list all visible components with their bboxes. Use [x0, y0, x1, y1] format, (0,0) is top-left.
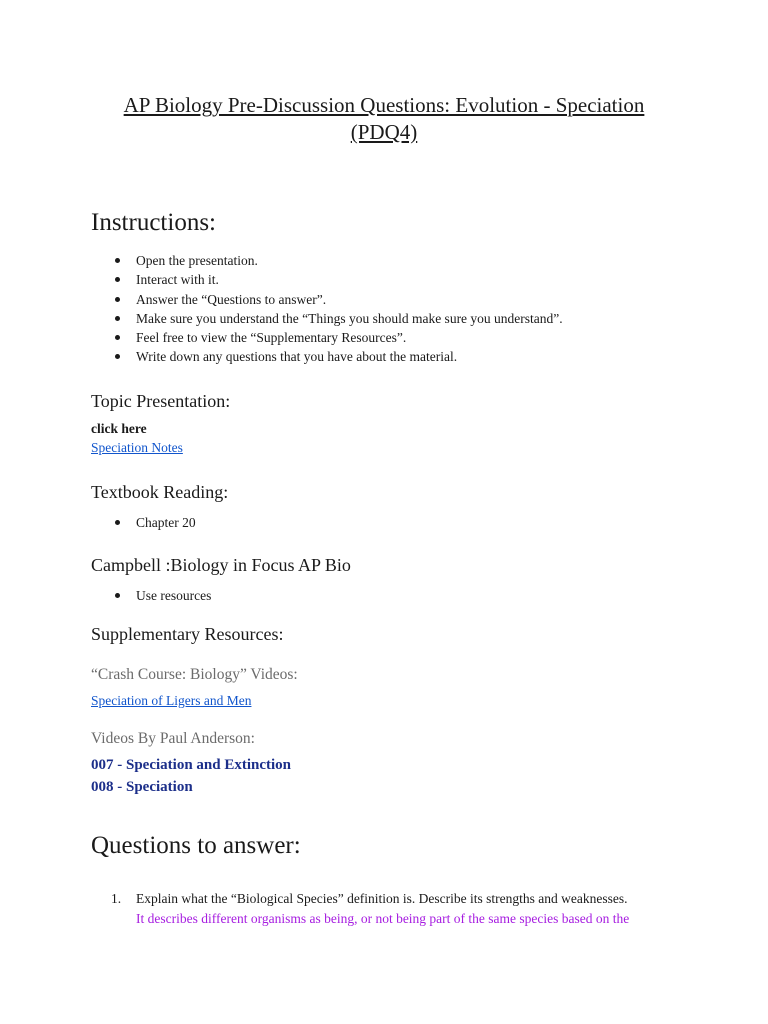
click-here-label: click here: [91, 421, 147, 436]
list-item: Use resources: [91, 586, 211, 605]
answer-text: It describes different organisms as being, or not being part of the same species based on the: [136, 910, 630, 926]
crash-course-heading: “Crash Course: Biology” Videos:: [91, 666, 298, 683]
document-title-line-1: AP Biology Pre-Discussion Questions: Evolution - Speciation: [123, 93, 645, 117]
list-item: Answer the “Questions to answer”.: [91, 290, 563, 309]
paul-anderson-heading: Videos By Paul Anderson:: [91, 730, 255, 747]
list-item: Make sure you understand the “Things you should make sure you understand”.: [91, 309, 563, 328]
crash-course-link-row: [91, 693, 251, 709]
speciation-ligers-link[interactable]: Speciation of Ligers and Men: [91, 693, 252, 708]
list-item: Write down any questions that you have about the material.: [91, 347, 563, 366]
supplementary-resources-heading: Supplementary Resources:: [91, 624, 284, 644]
questions-heading: Questions to answer:: [91, 832, 301, 859]
speciation-notes-link-row: [91, 440, 183, 456]
instructions-list: [91, 251, 563, 367]
question-number: 1.: [111, 891, 122, 906]
document-title-line-2: (PDQ4): [350, 120, 418, 144]
questions-list: [91, 889, 691, 928]
campbell-list: [91, 586, 211, 605]
topic-presentation-heading: Topic Presentation:: [91, 391, 231, 411]
video-link-speciation-extinction[interactable]: 007 - Speciation and Extinction: [91, 757, 292, 773]
list-item: Chapter 20: [91, 513, 196, 532]
campbell-heading: Campbell :Biology in Focus AP Bio: [91, 555, 351, 575]
list-item: Feel free to view the “Supplementary Resources”.: [91, 328, 563, 347]
video-link-speciation[interactable]: 008 - Speciation: [91, 779, 193, 795]
document-title: [60, 92, 708, 146]
textbook-reading-list: [91, 513, 196, 532]
question-item: [91, 889, 691, 928]
speciation-notes-link[interactable]: Speciation Notes: [91, 440, 183, 455]
question-text: Explain what the “Biological Species” definition is. Describe its strengths and weaknesses.: [136, 891, 628, 906]
list-item: Interact with it.: [91, 270, 563, 289]
instructions-heading: Instructions:: [91, 209, 216, 236]
textbook-reading-heading: Textbook Reading:: [91, 482, 229, 502]
list-item: Open the presentation.: [91, 251, 563, 270]
